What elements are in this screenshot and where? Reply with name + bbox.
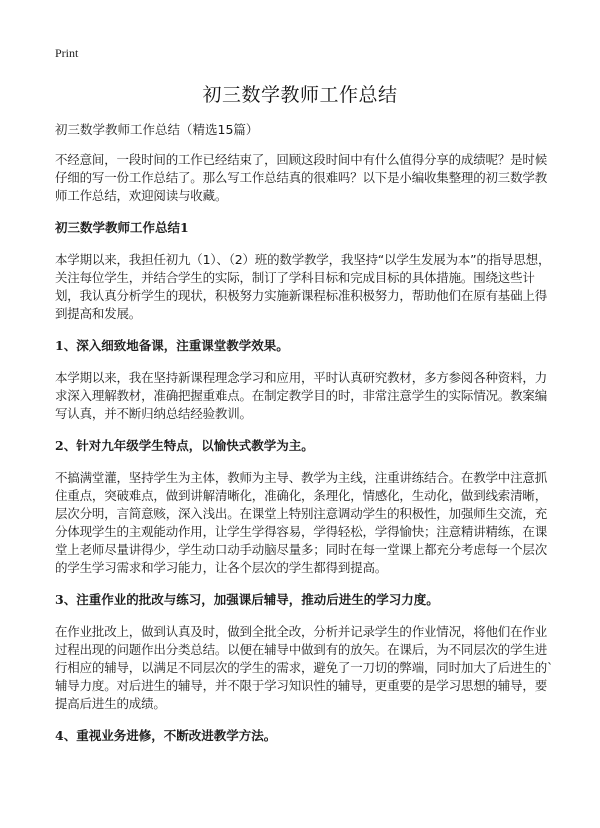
page-title: 初三数学教师工作总结 xyxy=(202,84,398,106)
point-heading-2: 2、针对九年级学生特点，以愉快式教学为主。 xyxy=(55,438,314,453)
section-heading: 初三数学教师工作总结1 xyxy=(55,220,189,235)
point-heading-4: 4、重视业务进修，不断改进教学方法。 xyxy=(55,728,277,743)
article-body xyxy=(55,121,555,759)
point-paragraph-2: 不搞满堂灌，坚持学生为主体，教师为主导、教学为主线，注重讲练结合。在教学中注意抓住重点，突破难点，做到讲解清晰化，准确化，条理化，情感化，生动化，做到线索清晰，层次分明，言简意赅，深入浅出。在课堂上特别注意调动学生的积极性，加强师生交流，充分体现学生的主观能动作用，让学生学得容易，学得轻松，学得愉快；注意精讲精练，在课堂上老师尽量讲得少，学生动口动手动脑尽量多；同时在每一堂课上都充分考虑每一个层次的学生学习需求和学习能力，让各个层次的学生都得到提高。 xyxy=(55,470,548,575)
point-heading-3: 3、注重作业的批改与练习，加强课后辅导，推动后进生的学习力度。 xyxy=(55,592,439,607)
print-link[interactable]: Print xyxy=(55,46,79,60)
article-subtitle: 初三数学教师工作总结（精选15篇） xyxy=(55,122,259,137)
point-paragraph-1: 本学期以来，我在坚持新课程理念学习和应用，平时认真研究教材，多方参阅各种资料，力求深入理解教材，准确把握重难点。在制定教学目的时，非常注意学生的实际情况。教案编写认真，并不断归纳总结经验教训。 xyxy=(55,370,548,421)
intro-paragraph: 不经意间，一段时间的工作已经结束了，回顾这段时间中有什么值得分享的成绩呢？是时候仔细的写一份工作总结了。那么写工作总结真的很难吗？以下是小编收集整理的初三数学教师工作总结，欢迎阅读与收藏。 xyxy=(55,152,548,203)
point-heading-1: 1、深入细致地备课，注重课堂教学效果。 xyxy=(55,338,289,353)
section-paragraph: 本学期以来，我担任初九（1）、（2）班的数学教学，我坚持“以学生发展为本”的指导思想，关注每位学生，并结合学生的实际，制订了学科目标和完成目标的具体措施。围绕这些计划，我认真分析学生的现状，积极努力实施新课程标准积极努力，帮助他们在原有基础上得到提高和发展。 xyxy=(55,252,551,321)
point-paragraph-3: 在作业批改上，做到认真及时，做到全批全改，分析并记录学生的作业情况，将他们在作业过程出现的问题作出分类总结。以便在辅导中做到有的放矢。在课后，为不同层次的学生进行相应的辅导，以满足不同层次的学生的需求，避免了一刀切的弊端，同时加大了后进生的`辅导力度。对后进生的辅导，并不限于学习知识性的辅导，更重要的是学习思想的辅导，要提高后进生的成绩。 xyxy=(55,624,554,711)
